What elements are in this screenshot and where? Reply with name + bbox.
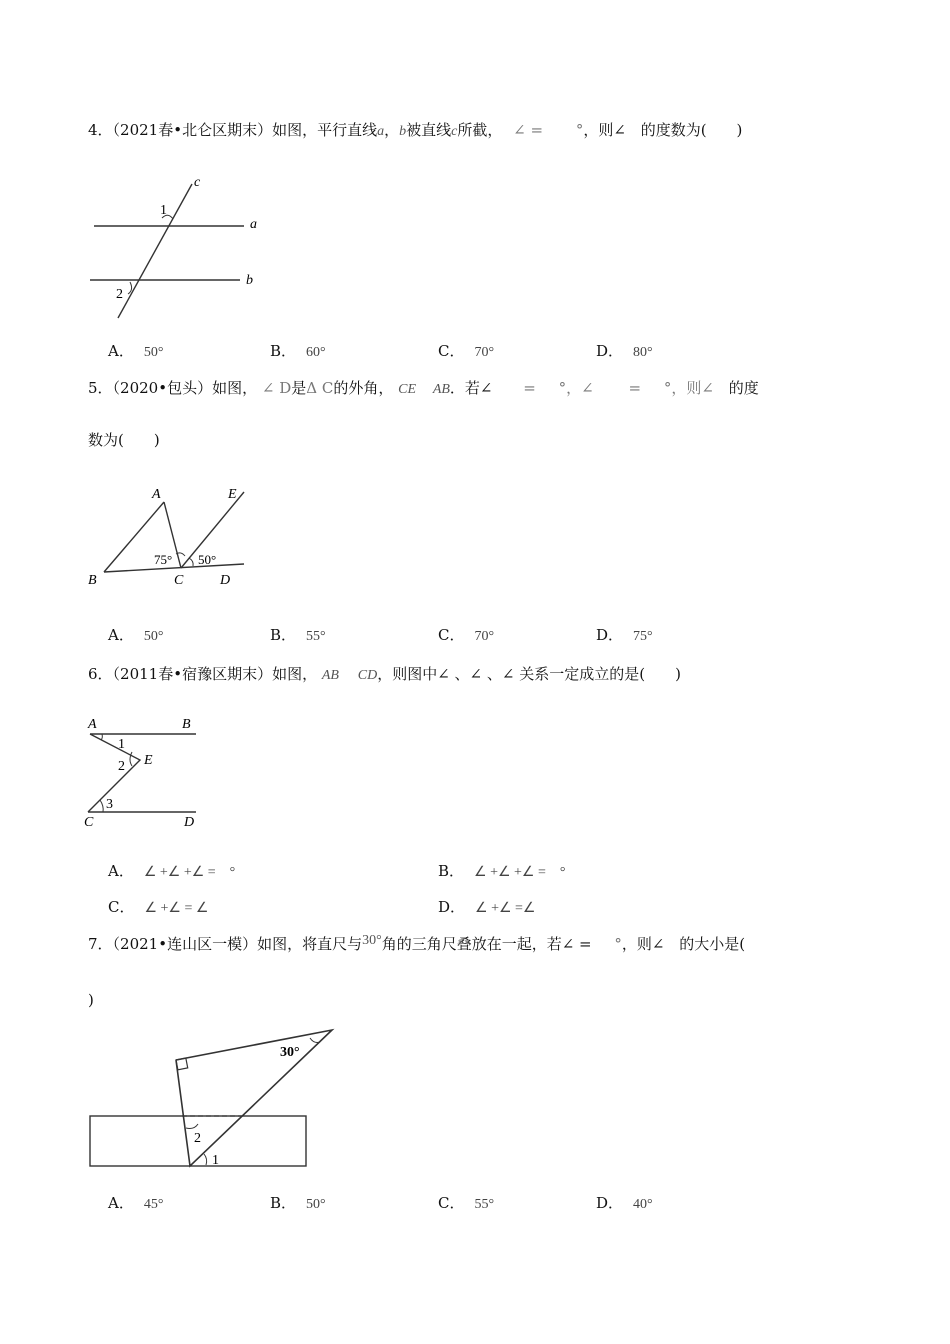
q6-cd: CD (357, 668, 378, 683)
q4-fig-label-a: a (250, 217, 257, 232)
q6-fig-label-c: C (84, 815, 94, 830)
q5-triangle: Δ C (306, 379, 334, 397)
q4-angle1: ∠ = (513, 121, 544, 139)
q4-stem (88, 120, 742, 142)
q5-text-4: ．若∠ (449, 379, 493, 397)
q6-fig-label-b: B (182, 717, 191, 732)
q5-fig-label-c: C (174, 573, 184, 588)
q6-fig-label-e: E (144, 753, 153, 768)
q6-fig-label-a: A (88, 717, 97, 732)
q6-bracket: ( ) (639, 665, 681, 683)
q5-eq1: = (523, 379, 536, 397)
q6-option-d[interactable]: D． ∠ +∠ =∠ (438, 898, 536, 916)
q5-ab: AB (432, 382, 450, 397)
q4-fig-label-b: b (246, 273, 253, 288)
q4-text-4: ，则∠ (583, 121, 626, 139)
q5-text-5: 的度 (728, 379, 759, 397)
q4-fig-label-1: 1 (160, 203, 167, 218)
q5-stem-line2 (88, 430, 160, 450)
q4-option-b[interactable]: B． 60° (270, 342, 326, 360)
q7-bracket-open: ( (739, 935, 746, 953)
q7-option-c[interactable]: C． 55° (438, 1194, 495, 1212)
q5-number: 5． (88, 379, 113, 397)
q5-deg2: °，则∠ (663, 379, 714, 397)
q4-bracket: ( ) (700, 121, 743, 139)
q4-text-2: 被直线 (406, 121, 452, 139)
q7-deg30: 30° (362, 933, 382, 948)
q5-ce: CE (398, 382, 417, 397)
q6-number: 6． (88, 665, 113, 683)
q5-option-c[interactable]: C． 70° (438, 626, 495, 644)
q7-number: 7． (88, 935, 113, 953)
q6-fig-label-d: D (184, 815, 195, 830)
q4-number: 4． (88, 121, 113, 139)
q7-figure (86, 1024, 346, 1174)
q5-text-2: 是 (291, 379, 307, 397)
q4-sep: ， (384, 121, 400, 139)
q5-angle-acd: ∠ D (261, 379, 292, 397)
q6-fig-label-1: 1 (118, 737, 125, 752)
q7-deg: ° (614, 935, 622, 953)
q6-text-3: 关系一定成立的是 (519, 665, 640, 683)
q4-option-c[interactable]: C． 70° (438, 342, 495, 360)
q5-eq2: = (628, 379, 642, 397)
q5-figure (86, 484, 256, 594)
q5-text-6: 数为 (88, 431, 119, 449)
q4-var-b: b (399, 124, 407, 139)
q4-option-a[interactable]: A． 50° (108, 342, 164, 360)
q4-var-c: c (451, 124, 458, 139)
q4-var-a: a (377, 124, 385, 139)
q7-bracket-close: ) (88, 991, 94, 1009)
q4-source: （2021春•北仑区期末） (112, 121, 273, 139)
q4-fig-label-2: 2 (116, 287, 123, 302)
q7-text-1: 如图，将直尺与 (257, 935, 363, 953)
q5-stem (88, 378, 759, 400)
q6-option-b[interactable]: B． ∠ +∠ +∠ = ° (438, 862, 566, 880)
q7-stem (88, 934, 745, 956)
q5-source: （2020•包头） (112, 379, 213, 397)
q5-fig-label-b: B (88, 573, 97, 588)
q7-fig-label-2: 2 (194, 1131, 201, 1146)
q7-text-4: 的大小是 (679, 935, 740, 953)
q6-source: （2011春•宿豫区期末） (112, 665, 273, 683)
q7-fig-label-1: 1 (212, 1153, 219, 1168)
q5-text-1: 如图， (212, 379, 258, 397)
q5-option-b[interactable]: B． 55° (270, 626, 326, 644)
q6-option-c[interactable]: C． ∠ +∠ = ∠ (108, 898, 209, 916)
q6-figure (84, 714, 214, 834)
q5-fig-angle-50: 50° (198, 552, 217, 567)
q5-option-a[interactable]: A． 50° (108, 626, 164, 644)
q4-fig-label-c: c (194, 175, 201, 190)
q6-fig-label-3: 3 (106, 797, 113, 812)
q7-option-d[interactable]: D． 40° (596, 1194, 653, 1212)
q4-text-3: 所截， (457, 121, 503, 139)
q4-deg: ° (575, 121, 584, 139)
q4-option-d[interactable]: D． 80° (596, 342, 653, 360)
q5-fig-angle-75: 75° (154, 552, 173, 567)
q7-source: （2021•连山区一模） (112, 935, 258, 953)
q6-text-1: 如图， (272, 665, 318, 683)
q6-ab: AB (321, 668, 339, 683)
q7-option-b[interactable]: B． 50° (270, 1194, 326, 1212)
q7-text-2: 角的三角尺叠放在一起，若∠ = (381, 935, 592, 953)
q5-option-d[interactable]: D． 75° (596, 626, 653, 644)
q7-option-a[interactable]: A． 45° (108, 1194, 164, 1212)
q5-fig-label-a: A (152, 487, 161, 502)
q6-text-2: ，则图中∠ 、∠ 、∠ (377, 665, 520, 683)
q7-stem-line2 (88, 990, 94, 1010)
q6-fig-label-2: 2 (118, 759, 125, 774)
q4-figure (80, 170, 280, 330)
q5-fig-label-d: D (220, 573, 231, 588)
q5-deg1: °，∠ (558, 379, 594, 397)
q5-fig-label-e: E (228, 487, 237, 502)
q4-text-1: 如图，平行直线 (272, 121, 378, 139)
q5-bracket: ( ) (118, 431, 160, 449)
q5-text-3: 的外角， (333, 379, 394, 397)
q7-fig-angle-30: 30° (280, 1045, 300, 1060)
q6-option-a[interactable]: A． ∠ +∠ +∠ = ° (108, 862, 236, 880)
q7-text-3: ，则∠ (621, 935, 665, 953)
q6-stem (88, 664, 681, 686)
q4-text-5: 的度数为 (640, 121, 701, 139)
